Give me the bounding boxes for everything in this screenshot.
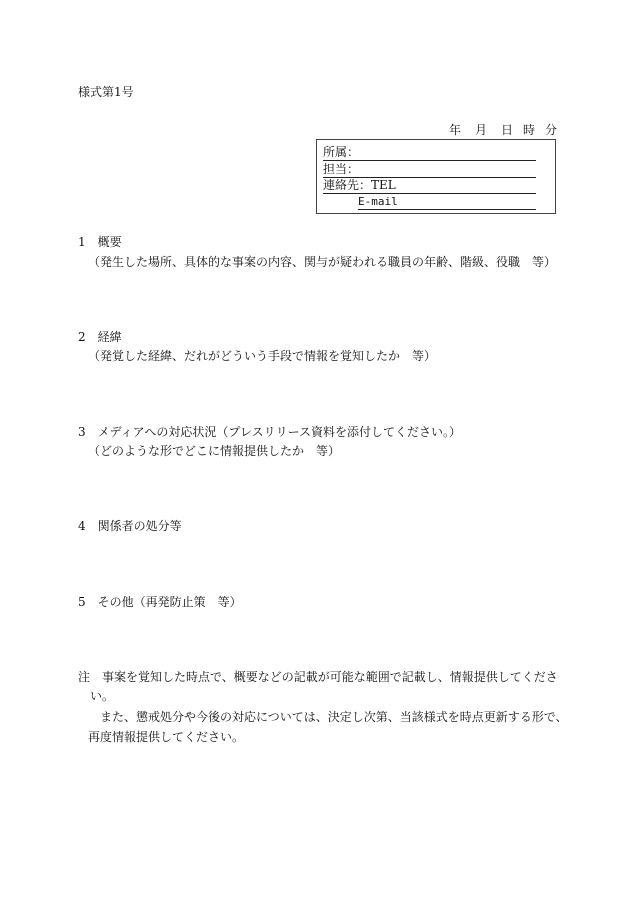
section-2-heading: 2 経緯 [78,330,122,344]
section-5-heading: 5 その他（再発防止策 等） [78,595,242,609]
form-number: 様式第1号 [78,85,134,99]
day-label: 日 [501,123,514,137]
tel-field[interactable]: 連絡先：TEL [323,179,536,194]
section-1-heading: 1 概要 [78,235,122,249]
person-field[interactable]: 担当： [323,163,536,178]
footnote-line-1: 注 事案を覚知した時点で、概要などの記載が可能な範囲で記載し、情報提供してくださ [78,670,558,684]
footnote-line-2: い。 [90,689,115,703]
section-2-note: （発覚した経緯、だれがどういう手段で情報を覚知したか 等） [88,349,437,363]
footnote-line-3: また、懲戒処分や今後の対応については、決定し次第、当該様式を時点更新する形で、 [100,710,568,724]
minute-label: 分 [545,123,558,137]
month-label: 月 [475,123,488,137]
email-field[interactable]: E-mail [358,195,536,210]
hour-label: 時 [523,123,536,137]
section-1-note: （発生した場所、具体的な事案の内容、関与が疑われる職員の年齢、階級、役職 等） [88,255,557,269]
contact-box [316,139,556,214]
section-3-heading: 3 メディアへの対応状況（プレスリリース資料を添付してください。） [78,425,461,439]
section-3-note: （どのような形でどこに情報提供したか 等） [88,444,341,458]
section-4-heading: 4 関係者の処分等 [78,519,182,533]
affiliation-field[interactable]: 所属： [323,146,536,161]
year-label: 年 [449,123,462,137]
footnote-line-4: 再度情報提供してください。 [88,730,245,744]
